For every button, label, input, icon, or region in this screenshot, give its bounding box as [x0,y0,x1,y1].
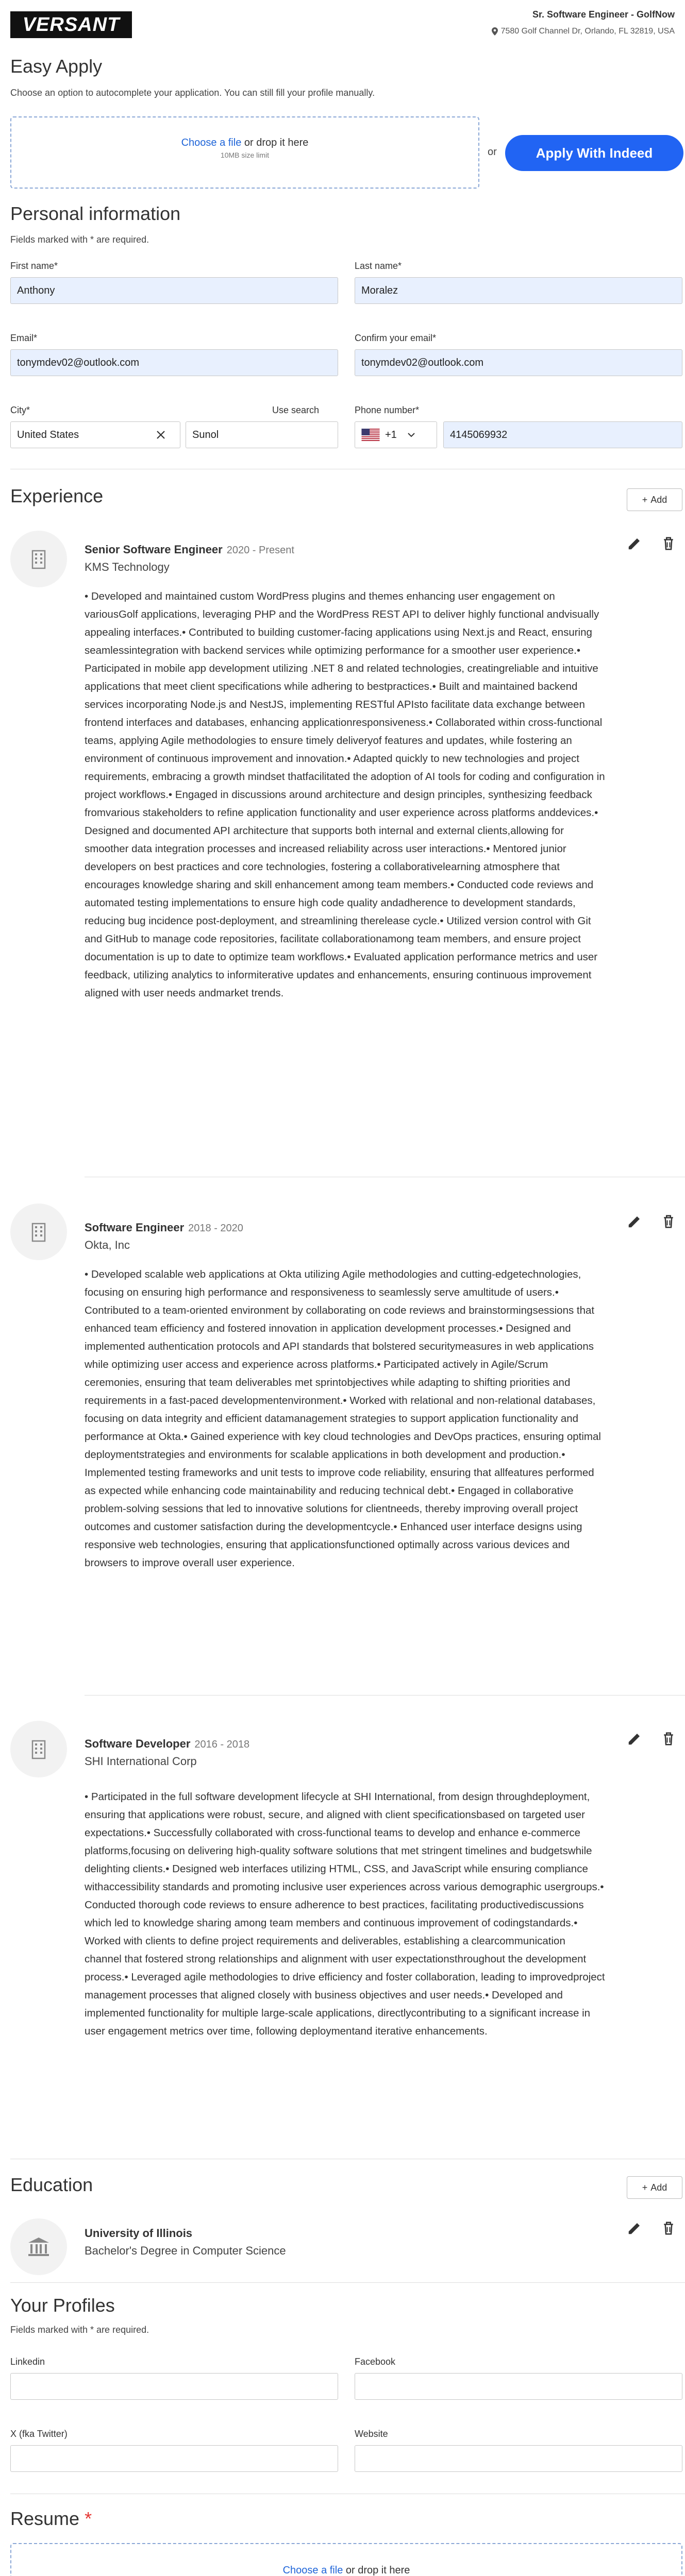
education-title: Education [10,2174,93,2195]
divider [10,2282,685,2283]
job-years: 2020 - Present [226,545,294,556]
company-name: KMS Technology [85,561,170,573]
experience-title: Experience [10,485,104,506]
edit-icon[interactable] [627,1214,642,1229]
choose-file-link[interactable]: Choose a file [282,2565,343,2576]
email-label: Email* [10,333,38,343]
resume-dropzone[interactable] [10,2543,682,2576]
location-text: 7580 Golf Channel Dr, Orlando, FL 32819, USA [500,27,675,36]
job-role: Software Engineer [85,1221,185,1234]
chevron-down-icon [407,432,415,437]
job-years: 2018 - 2020 [188,1223,243,1234]
confirm-email-label: Confirm your email* [355,333,437,343]
city-label: City* [10,405,30,415]
experience-title-text [85,543,294,556]
experience-title-text [85,1737,249,1751]
choose-file-link[interactable]: Choose a file [181,137,242,148]
country-field[interactable]: United States [10,421,180,448]
divider [85,1695,685,1696]
profiles-title: Your Profiles [10,2295,115,2316]
plus-icon: + [642,494,648,505]
edit-icon[interactable] [627,536,642,551]
school-name: University of Illinois [85,2227,193,2240]
or-separator: or [488,146,497,158]
add-experience-button[interactable] [627,488,682,511]
clear-icon[interactable] [156,430,166,440]
job-role: Senior Software Engineer [85,543,223,556]
edit-icon[interactable] [627,2221,642,2236]
resume-title-text: Resume [10,2508,80,2529]
trash-icon[interactable] [661,2221,676,2236]
drop-text: or drop it here [343,2565,410,2576]
job-title: Sr. Software Engineer - GolfNow [532,9,675,20]
add-label: Add [650,2182,667,2193]
required-star: * [85,2508,92,2529]
degree: Bachelor's Degree in Computer Science [85,2244,286,2257]
top-bar [0,0,685,46]
experience-description: • Participated in the full software development lifecycle at SHI International, from design throughdeployment, ensuring that applications were robust, secure, and aligned with client specificationsbased on targeted user expectations.• Successfully collaborated with cross-functional teams to develop and enhance e-commerce platforms,focusing on delivering high-quality software solutions that met stringent timelines and budgetswhile delighting clients.• Designed web interfaces utilizing HTML, CSS, and JavaScript while ensuring compliance withaccessibility standards and promoting inclusive user experiences across various demographic usergroups.• Conducted thorough code reviews to ensure adherence to best practices, facilitating productivediscussions which led to knowledge sharing among team members and continuous improvement of codingstandards.• Worked with clients to define project requirements and deliverables, establishing a clearcommunication channel that fostered strong relationships and alignment with user expectationsthroughout the development process.• Leveraged agile methodologies to drive efficiency and foster collaboration, leading to improvedproject management processes that aligned closely with business objectives and user needs.• Developed and implemented functionality for multiple large-scale applications, directlycontributing to a significant increase in user engagement metrics over time, following deploymentand iterative enhancements. [85,1791,605,2037]
location-pin-icon [492,27,498,36]
phone-code: +1 [385,429,397,440]
plus-icon: + [642,2182,648,2193]
phone-label: Phone number* [355,405,420,415]
apply-with-indeed-button[interactable]: Apply With Indeed [505,135,683,171]
us-flag-icon [361,429,380,441]
first-name-label: First name* [10,261,58,271]
company-avatar [10,531,67,587]
x-twitter-label: X (fka Twitter) [10,2429,68,2439]
company-logo[interactable]: VERSANT [10,11,132,38]
x-twitter-field[interactable] [10,2445,338,2472]
job-years: 2016 - 2018 [194,1739,250,1750]
facebook-label: Facebook [355,2357,396,2367]
personal-required-note: Fields marked with * are required. [10,234,149,245]
trash-icon[interactable] [661,1731,676,1747]
experience-description: • Developed scalable web applications at Okta utilizing Agile methodologies and cutting-edgetechnologies, focusing on ensuring high performance and responsiveness to seamlessly serve amultitude of users.• Contributed to a team-oriented environment by collaborating on code reviews and brainstormingsessions that enhanced team efficiency and fostered innovation in application development processes.• Designed and implemented authentication protocols and API standards that bolstered securitymeasures in web applications while optimizing user access and experience across platforms.• Participated actively in Agile/Scrum ceremonies, ensuring that team deliverables met sprintobjectives while adapting to shifting priorities and requirements in a fast-paced developmentenvironment.• Worked with relational and non-relational databases, focusing on data integrity and efficient datamanagement strategies to support application functionality and performance at Okta.• Gained experience with key cloud technologies and DevOps practices, ensuring optimal deploymentstrategies and environments for scalable applications in both development and production.• Implemented testing frameworks and unit tests to improve code reliability, ensuring that allfeatures performed as expected while enhancing code maintainability and reducing technical debt.• Engaged in collaborative problem-solving sessions that led to innovative solutions for clientneeds, thereby improving overall project outcomes and customer satisfaction during the developmentcycle.• Enhanced user interface designs using responsive web technologies, ensuring that applicationsfunctioned optimally across various devices and browsers to improve overall user experience. [85,1268,601,1569]
building-icon [27,1738,50,1760]
size-limit: 10MB size limit [220,151,270,159]
school-icon [27,2235,51,2258]
job-location [492,27,675,36]
website-field[interactable] [355,2445,682,2472]
facebook-field[interactable] [355,2373,682,2400]
experience-title-text [85,1221,243,1234]
trash-icon[interactable] [661,1214,676,1229]
confirm-email-field[interactable]: tonymdev02@outlook.com [355,349,682,376]
job-role: Software Developer [85,1737,191,1750]
company-avatar [10,1721,67,1777]
website-label: Website [355,2429,388,2439]
add-education-button[interactable] [627,2176,682,2199]
company-name: Okta, Inc [85,1239,130,1251]
building-icon [27,1221,50,1243]
use-search-link[interactable]: Use search [272,405,320,415]
edit-icon[interactable] [627,1731,642,1747]
phone-field[interactable]: 4145069932 [443,421,682,448]
personal-info-title: Personal information [10,203,181,224]
profiles-required-note: Fields marked with * are required. [10,2325,149,2335]
email-field[interactable]: tonymdev02@outlook.com [10,349,338,376]
company-name: SHI International Corp [85,1755,197,1768]
last-name-field[interactable]: Moralez [355,277,682,304]
trash-icon[interactable] [661,536,676,551]
last-name-label: Last name* [355,261,402,271]
easy-apply-subtitle: Choose an option to autocomplete your application. You can still fill your profile manually. [10,88,375,98]
linkedin-field[interactable] [10,2373,338,2400]
add-label: Add [650,494,667,505]
autofill-dropzone[interactable] [10,116,479,189]
company-avatar [10,1204,67,1260]
school-avatar [10,2218,67,2275]
drop-text: or drop it here [241,137,309,148]
easy-apply-title: Easy Apply [10,56,103,77]
building-icon [27,548,50,570]
resume-title [10,2508,92,2530]
experience-description: • Developed and maintained custom WordPress plugins and themes enhancing user engagement on variousGolf applications, leveraging PHP and the WordPress REST API to deliver highly functional andvisually appealing interfaces.• Contributed to building customer-facing applications using Next.js and React, ensuring seamlessintegration with backend services while optimizing performance for a smoother user experience.• Participated in mobile app development utilizing .NET 8 and related technologies, creatingreliable and intuitive applications that meet client specifications while adhering to bestpractices.• Built and maintained backend services incorporating Node.js and NestJS, implementing RESTful APIsto facilitate data exchange between frontend interfaces and databases, enhancing applicationresponsiveness.• Collaborated within cross-functional teams, applying Agile methodologies to ensure timely deliveryof features and updates, while fostering an environment of continuous improvement and innovation.• Adapted quickly to new technologies and project requirements, embracing a growth mindset thatfacilitated the adoption of AI tools for coding and configuration in project workflows.• Engaged in discussions around architecture and design principles, synthesizing feedback fromvarious stakeholders to refine application functionality and user experience across platforms anddevices.• Designed and documented API architecture that supports both internal and external clients,allowing for smoother data integration processes and increased reliability across user interactions.• Mentored junior developers on best practices and core technologies, fostering a collaborativelearning atmosphere that encourages knowledge sharing and skill enhancement among team members.• Conducted code reviews and automated testing implementations to ensure high code quality andadherence to development standards, reducing bug incidence post-deployment, and streamlining therelease cycle.• Utilized version control with Git and GitHub to manage code repositories, facilitate collaborationamong team members, and ensure project documentation is up to date to optimize team workflows.• Evaluated application performance metrics and user feedback, utilizing analytics to informiterative updates and enhancements, ensuring continuous improvement aligned with user needs andmarket trends. [85,590,605,999]
city-field[interactable]: Sunol [186,421,338,448]
linkedin-label: Linkedin [10,2357,45,2367]
phone-country-select[interactable] [355,421,437,448]
first-name-field[interactable]: Anthony [10,277,338,304]
